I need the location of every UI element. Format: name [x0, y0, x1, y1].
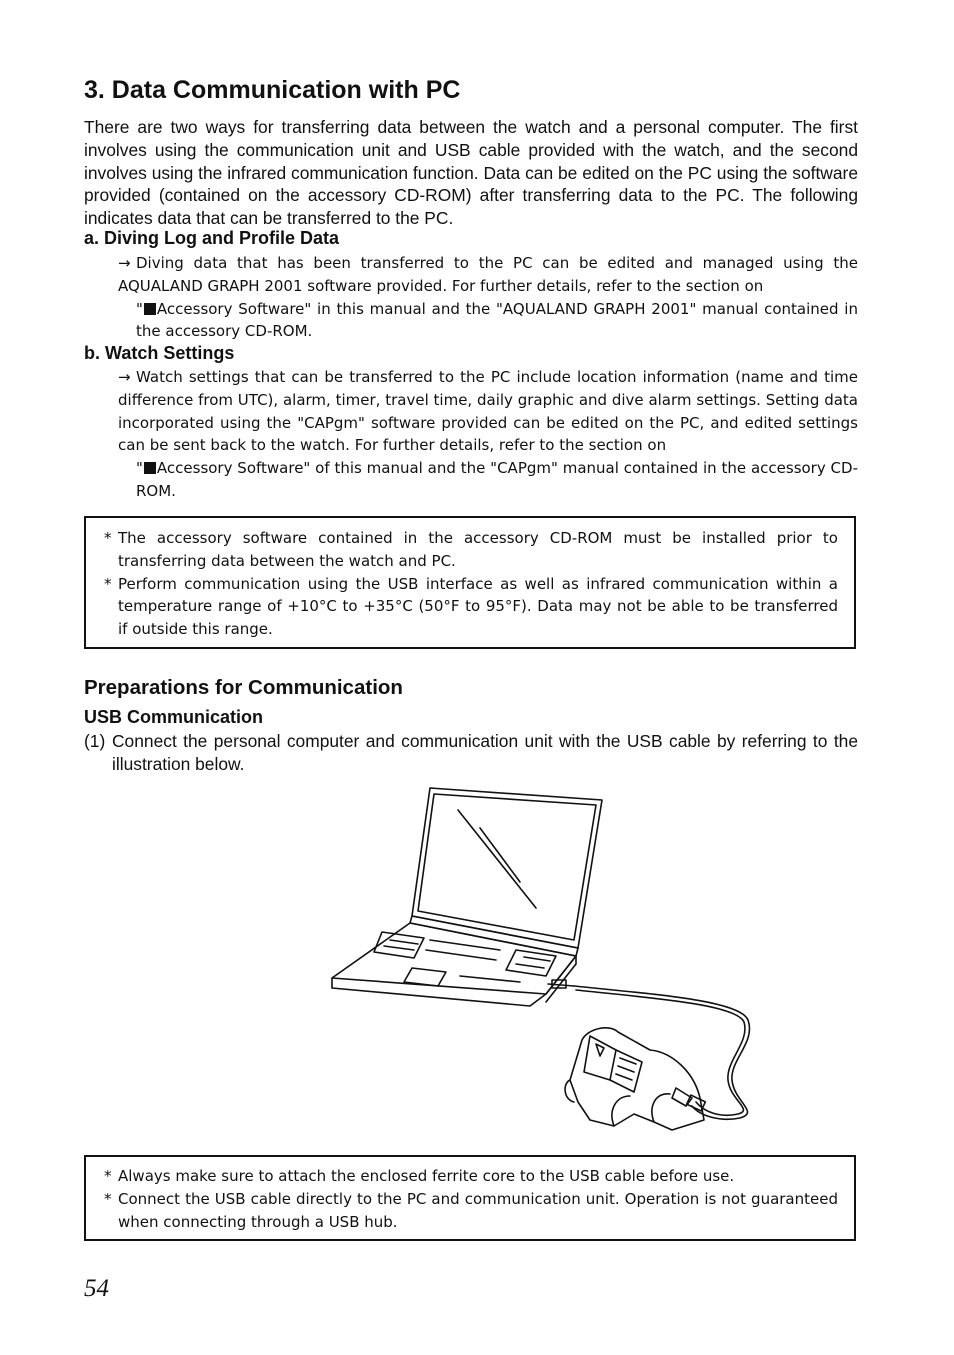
section-a-body: Diving data that has been transferred to the PC can be edited and managed using the AQUALAND GRAPH 2001 software provided. For further details, refer to the section on	[118, 254, 858, 295]
note-box-software	[84, 516, 856, 649]
section-b-body: Watch settings that can be transferred to the PC include location information (name and time difference from UTC), alarm, timer, travel time, daily graphic and dive alarm settings. Setting data incorporated using the "CAPgm" software provided can be edited on the PC, and edited settings can be sent back to the watch. For further details, refer to the section on	[118, 368, 858, 455]
note-item: * Always make sure to attach the enclosed ferrite core to the USB cable before use.	[86, 1165, 854, 1188]
section-a-text	[118, 252, 858, 343]
step-1	[84, 730, 858, 776]
section-a-heading: a. Diving Log and Profile Data	[84, 228, 340, 248]
preparations-heading: Preparations for Communication	[84, 676, 403, 699]
note-box-usb	[84, 1155, 856, 1241]
page-title: 3. Data Communication with PC	[84, 76, 461, 104]
asterisk-marker: *	[104, 529, 112, 547]
section-b-heading: b. Watch Settings	[84, 343, 235, 363]
asterisk-marker: *	[104, 1189, 112, 1208]
step-number: (1)	[84, 731, 106, 751]
usb-connection-illustration	[320, 780, 780, 1140]
usb-heading: USB Communication	[84, 707, 264, 727]
asterisk-marker: *	[104, 1167, 112, 1185]
section-b-reference: " Accessory Software" of this manual and the "CAPgm" manual contained in the accessory CD-ROM.	[136, 459, 858, 500]
arrow-icon: →	[118, 368, 131, 386]
intro-paragraph: There are two ways for transferring data between the watch and a personal computer. The first involves using the communication unit and USB cable provided with the watch, and the second involves using the infrared communication function. Data can be edited on the PC using the software provided (contained on the accessory CD-ROM) after transferring data to the PC. The following indicates data that can be transferred to the PC.	[84, 117, 858, 229]
note-item: * Perform communication using the USB interface as well as infrared communication within a temperature range of +10°C to +35°C (50°F to 95°F). Data may not be able to be transferred if outside this range.	[104, 574, 838, 639]
note-item: * Connect the USB cable directly to the PC and communication unit. Operation is not guaranteed when connecting through a USB hub.	[104, 1189, 838, 1231]
laptop-icon	[332, 788, 602, 1006]
communication-unit-icon	[565, 1028, 705, 1130]
note-item: * The accessory software contained in the accessory CD-ROM must be installed prior to transferring data between the watch and PC.	[104, 529, 838, 570]
page-number: 54	[84, 1275, 109, 1302]
square-bullet-icon	[144, 462, 156, 474]
asterisk-marker: *	[104, 574, 112, 593]
section-b-text	[118, 366, 858, 503]
step-text: Connect the personal computer and communication unit with the USB cable by referring to the illustration below.	[112, 731, 858, 774]
square-bullet-icon	[144, 303, 156, 315]
arrow-icon: →	[118, 254, 131, 272]
section-a-reference: " Accessory Software" in this manual and the "AQUALAND GRAPH 2001" manual contained in the accessory CD-ROM.	[136, 299, 858, 341]
